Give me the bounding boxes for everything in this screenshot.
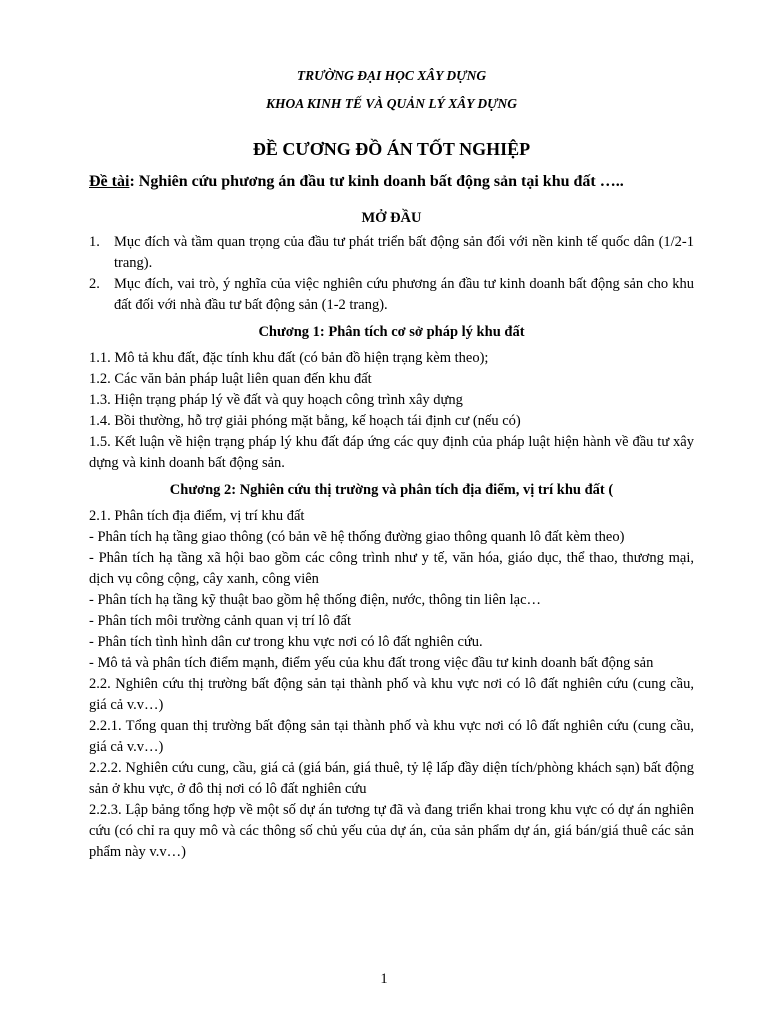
intro-list (89, 232, 694, 316)
document-page (89, 62, 694, 863)
chapter-2-line: - Phân tích hạ tầng kỹ thuật bao gồm hệ thống điện, nước, thông tin liên lạc… (89, 592, 542, 608)
document-title: ĐỀ CƯƠNG ĐỒ ÁN TỐT NGHIỆP (252, 139, 531, 159)
chapter-2-line: 2.2.2. Nghiên cứu cung, cầu, giá cả (giá bán, giá thuê, tỷ lệ lấp đầy diện tích/phòng khách sạn) bất động sản ở khu vực, ở đô thị nơi có lô đất nghiên cứu (89, 760, 694, 797)
chapter-2-line: 2.2.1. Tổng quan thị trường bất động sản tại thành phố và khu vực nơi có lô đất nghiên cứu (cung cầu, giá cả v.v…) (89, 718, 694, 755)
chapter-2-heading: Chương 2: Nghiên cứu thị trường và phân tích địa điểm, vị trí khu đất ( (169, 482, 614, 498)
topic (89, 170, 694, 193)
intro-heading: MỞ ĐẦU (361, 210, 422, 226)
page-number: 1 (380, 971, 388, 987)
list-item-number: 2. (89, 276, 100, 292)
chapter-2-line: 2.1. Phân tích địa điểm, vị trí khu đất (89, 508, 305, 524)
university-name: TRƯỜNG ĐẠI HỌC XÂY DỰNG (296, 68, 487, 83)
topic-label: Đề tài (89, 173, 130, 190)
chapter-1-line: 1.1. Mô tả khu đất, đặc tính khu đất (có bản đồ hiện trạng kèm theo); (89, 350, 489, 366)
chapter-2-line: - Mô tả và phân tích điểm mạnh, điểm yếu của khu đất trong việc đầu tư kinh doanh bất động sản (89, 655, 654, 671)
chapter-1-heading: Chương 1: Phân tích cơ sở pháp lý khu đất (258, 324, 525, 340)
chapter-2-line: - Phân tích hạ tầng xã hội bao gồm các công trình như y tế, văn hóa, giáo dục, thể thao, thương mại, dịch vụ công cộng, cây xanh, công viên (89, 550, 694, 587)
chapter-1-line: 1.4. Bồi thường, hỗ trợ giải phóng mặt bằng, kế hoạch tái định cư (nếu có) (89, 413, 521, 429)
chapter-2-line: 2.2.3. Lập bảng tổng hợp về một số dự án tương tự đã và đang triển khai trong khu vực có dự án nghiên cứu (có chỉ ra quy mô và các thông số chủ yếu của dự án, của sản phẩm dự án, giá bán/giá thuê các sản phẩm này v.v…) (89, 802, 694, 860)
list-item-text: Mục đích và tầm quan trọng của đầu tư phát triển bất động sản đối với nền kinh tế quốc dân (1/2-1 trang). (114, 234, 694, 271)
chapter-2-line: - Phân tích hạ tầng giao thông (có bản vẽ hệ thống đường giao thông quanh lô đất kèm theo) (89, 529, 625, 545)
list-item (89, 232, 694, 274)
list-item (89, 274, 694, 316)
list-item-text: Mục đích, vai trò, ý nghĩa của việc nghiên cứu phương án đầu tư kinh doanh bất động sản cho khu đất đối với nhà đầu tư bất động sản (1-2 trang). (114, 276, 694, 313)
chapter-2-line: - Phân tích môi trường cảnh quan vị trí lô đất (89, 613, 351, 629)
chapter-2-line: - Phân tích tình hình dân cư trong khu vực nơi có lô đất nghiên cứu. (89, 634, 483, 650)
chapter-1-line: 1.5. Kết luận về hiện trạng pháp lý khu đất đáp ứng các quy định của pháp luật hiện hành về đầu tư xây dựng và kinh doanh bất động sản. (89, 434, 694, 471)
faculty-name: KHOA KINH TẾ VÀ QUẢN LÝ XÂY DỰNG (265, 96, 518, 111)
chapter-1-line: 1.2. Các văn bản pháp luật liên quan đến khu đất (89, 371, 372, 387)
chapter-1-line: 1.3. Hiện trạng pháp lý về đất và quy hoạch công trình xây dựng (89, 392, 463, 408)
chapter-2-line: 2.2. Nghiên cứu thị trường bất động sản tại thành phố và khu vực nơi có lô đất nghiên cứu (cung cầu, giá cả v.v…) (89, 676, 694, 713)
list-item-number: 1. (89, 234, 100, 250)
topic-text: : Nghiên cứu phương án đầu tư kinh doanh bất động sản tại khu đất ….. (129, 173, 624, 190)
